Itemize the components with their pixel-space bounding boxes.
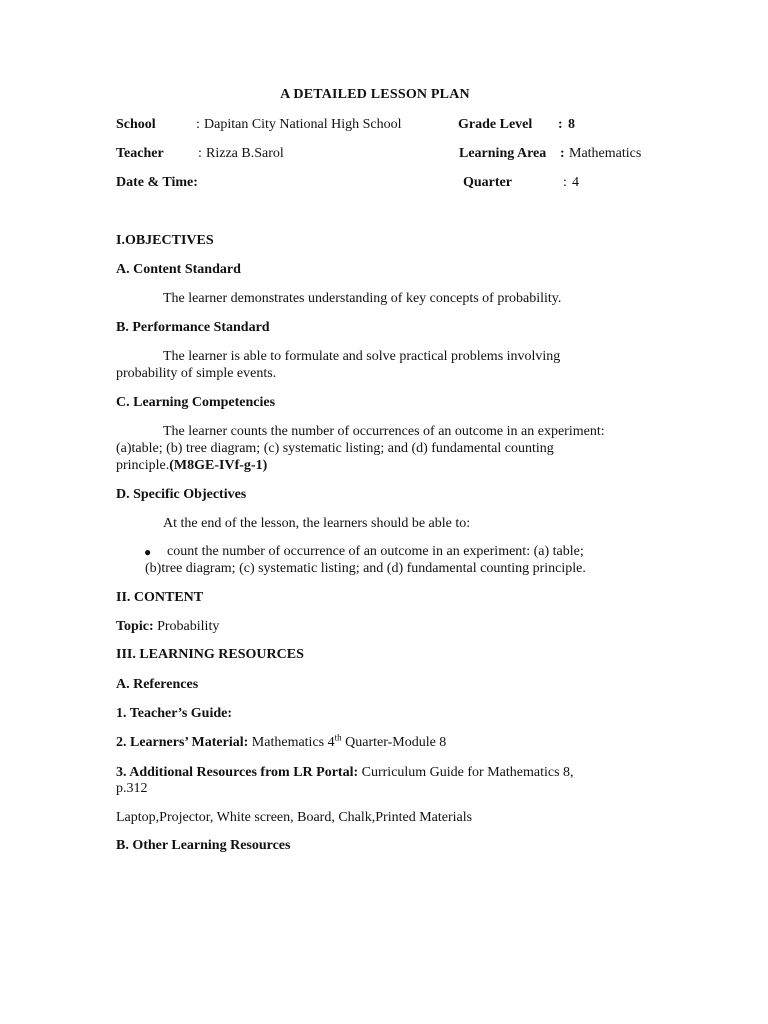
performance-standard-heading: B. Performance Standard [116,320,270,335]
quarter-colon: : [563,175,567,190]
learning-competencies-heading: C. Learning Competencies [116,395,276,410]
competency-code: (M8GE-IVf-g-1) [169,458,268,473]
competencies-line-3-text: principle. [116,458,170,473]
competencies-line-2: (a)table; (b) tree diagram; (c) systematic listing; and (d) fundamental counting [116,441,554,456]
school-value: Dapitan City National High School [204,117,402,132]
other-learning-resources-heading: B. Other Learning Resources [116,838,291,853]
content-standard-heading: A. Content Standard [116,262,241,277]
grade-level-colon: : [558,117,563,132]
specific-objectives-heading: D. Specific Objectives [116,487,247,502]
learning-resources-heading: III. LEARNING RESOURCES [116,647,304,662]
content-standard-text: The learner demonstrates understanding of key concepts of probability. [163,291,562,306]
additional-resources-line [116,765,574,781]
learners-material-value: Mathematics 4 [251,735,335,750]
performance-standard-line-1: The learner is able to formulate and solve practical problems involving [163,349,561,364]
learners-material-value-post: Quarter-Module 8 [345,735,447,750]
objectives-heading: I.OBJECTIVES [116,233,214,248]
bullet-line-2: (b)tree diagram; (c) systematic listing; and (d) fundamental counting principle. [145,561,586,576]
document-title: A DETAILED LESSON PLAN [280,87,470,102]
specific-objectives-intro: At the end of the lesson, the learners should be able to: [163,516,471,531]
teacher-label: Teacher [116,146,164,161]
quarter-value: 4 [572,175,579,190]
quarter-label: Quarter [463,175,512,190]
bullet-line-1: count the number of occurrence of an outcome in an experiment: (a) table; [167,544,584,559]
learners-material-label: 2. Learners’ Material: [116,735,249,750]
grade-level-value: 8 [568,117,575,132]
materials-line: Laptop,Projector, White screen, Board, Chalk,Printed Materials [116,810,473,825]
competencies-line-3 [116,458,267,474]
performance-standard-line-2: probability of simple events. [116,366,277,381]
topic-value: Probability [157,619,220,634]
school-label: School [116,117,156,132]
additional-resources-label: 3. Additional Resources from LR Portal: [116,765,359,780]
school-colon: : [196,117,200,132]
topic-line [116,619,219,635]
grade-level-label: Grade Level [458,117,533,132]
date-time-label: Date & Time: [116,175,198,190]
competencies-line-1: The learner counts the number of occurrences of an outcome in an experiment: [163,424,605,439]
additional-resources-value: Curriculum Guide for Mathematics 8, [361,765,574,780]
learning-area-value: Mathematics [569,146,642,161]
topic-label: Topic: [116,619,154,634]
teachers-guide-label: 1. Teacher’s Guide: [116,706,233,721]
additional-resources-page: p.312 [116,781,148,796]
references-heading: A. References [116,677,199,692]
learners-material-sup: th [334,732,342,743]
bullet-icon: ● [144,545,152,559]
content-heading: II. CONTENT [116,590,204,605]
learning-area-label: Learning Area [459,146,547,161]
learning-area-colon: : [560,146,565,161]
teacher-colon: : [198,146,202,161]
learners-material-line [116,732,447,751]
teacher-value: Rizza B.Sarol [206,146,284,161]
